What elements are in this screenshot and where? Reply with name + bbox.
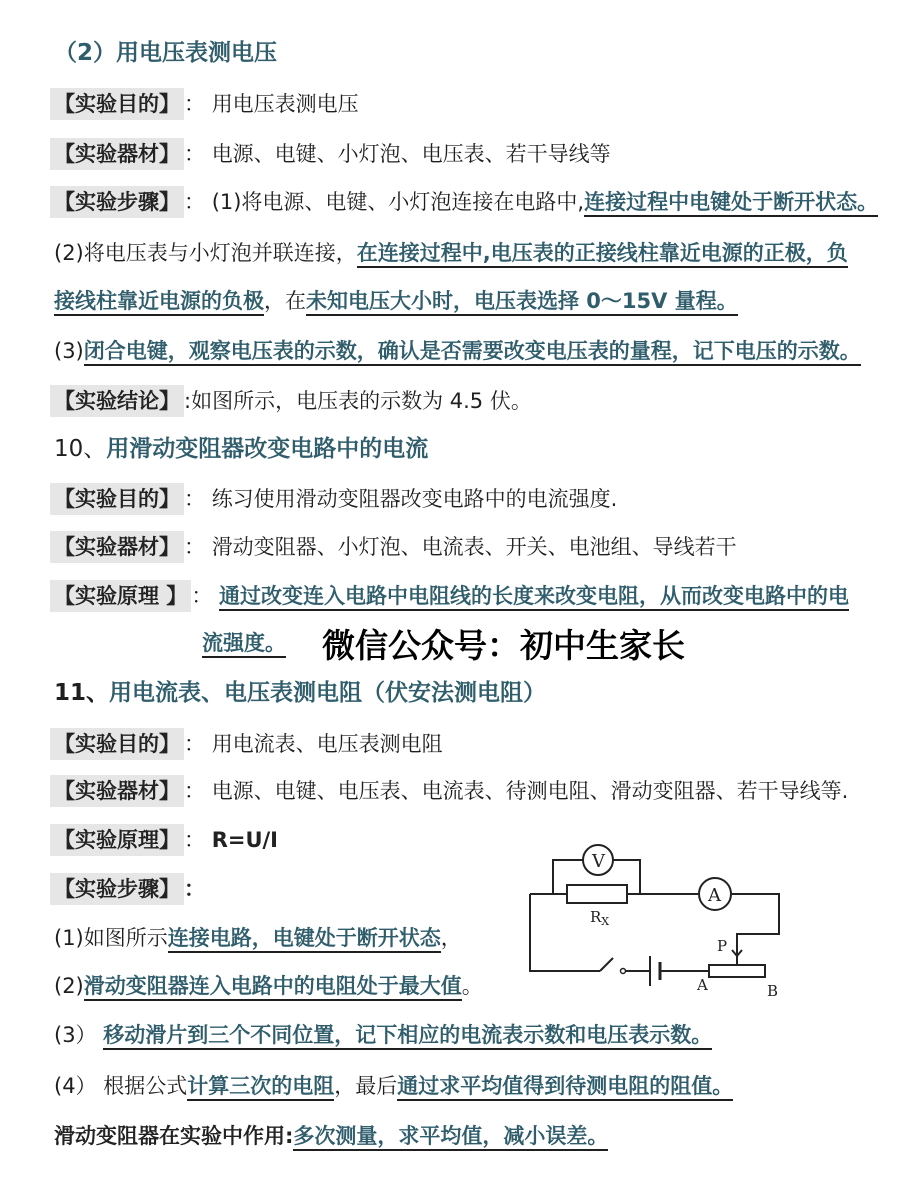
watermark-text: 微信公众号：初中生家长 xyxy=(322,626,685,665)
rheostat-body xyxy=(709,965,765,977)
materials-text: 电源、电键、电压表、电流表、待测电阻、滑动变阻器、若干导线等. xyxy=(211,779,849,803)
step-3-key: 闭合电键，观察电压表的示数，确认是否需要改变电压表的量程，记下电压的示数。 xyxy=(84,339,861,366)
principle-label: 【实验原理 】 xyxy=(50,580,191,612)
section-10-title: 10、用滑动变阻器改变电路中的电流 xyxy=(54,436,429,462)
sec11-purpose-row: 【实验目的】 ： 用电流表、电压表测电阻 xyxy=(54,728,860,760)
conclusion-text: :如图所示，电压表的示数为 4.5 伏。 xyxy=(184,389,532,413)
sec2-steps-row: 【实验步骤】 ： (1)将电源、电键、小灯泡连接在电路中,连接过程中电键处于断开状态。 xyxy=(54,186,860,218)
slider-label: P xyxy=(717,937,728,955)
resistor-label: $R_X$ xyxy=(590,908,610,928)
end-a-label: A xyxy=(697,976,708,994)
purpose-text: 练习使用滑动变阻器改变电路中的电流强度. xyxy=(211,487,618,511)
sec11-principle-row: 【实验原理】 ： R=U/I xyxy=(54,824,860,856)
end-b-label: B xyxy=(767,982,779,1000)
role-label: 滑动变阻器在实验中作用: xyxy=(54,1124,294,1148)
step-2-key: 滑动变阻器连入电路中的电阻处于最大值 xyxy=(84,974,462,1001)
steps-label: 【实验步骤】 xyxy=(50,873,184,905)
sec11-step1-row: (1)如图所示连接电路，电键处于断开状态， xyxy=(54,923,860,953)
purpose-text: 用电流表、电压表测电阻 xyxy=(211,732,443,756)
step-2-range: 未知电压大小时，电压表选择 0～15V 量程。 xyxy=(306,289,738,316)
step-1-key: 连接过程中电键处于断开状态。 xyxy=(584,190,878,217)
principle-label: 【实验原理】 xyxy=(50,824,184,856)
purpose-label: 【实验目的】 xyxy=(50,483,184,515)
materials-label: 【实验器材】 xyxy=(50,138,184,170)
wire-top-right xyxy=(732,894,779,956)
purpose-label: 【实验目的】 xyxy=(50,88,184,120)
sec2-purpose-row: 【实验目的】 ： 用电压表测电压 xyxy=(54,88,860,120)
sec10-purpose-row: 【实验目的】 ： 练习使用滑动变阻器改变电路中的电流强度. xyxy=(54,483,860,515)
step-4-key: 计算三次的电阻 xyxy=(187,1074,334,1101)
sec11-steps-row: 【实验步骤】 ： xyxy=(54,873,860,905)
step-2-key: 在连接过程中,电压表的正接线柱靠近电源的正极，负 xyxy=(357,241,848,268)
steps-label: 【实验步骤】 xyxy=(50,186,184,218)
step-3-key: 移动滑片到三个不同位置，记下相应的电流表示数和电压表示数。 xyxy=(103,1023,712,1050)
resistor-rx xyxy=(567,885,627,903)
switch-contact xyxy=(621,969,626,974)
sec11-step2-row: (2)滑动变阻器连入电路中的电阻处于最大值。 xyxy=(54,971,860,1001)
step-4-key-2: 通过求平均值得到待测电阻的阻值。 xyxy=(397,1074,733,1101)
materials-label: 【实验器材】 xyxy=(50,775,184,807)
section-2-title: （2）用电压表测电压 xyxy=(54,40,278,66)
sec2-conclusion-row xyxy=(54,385,860,417)
voltmeter-label: V xyxy=(592,851,605,872)
sec11-step4-row: (4） 根据公式计算三次的电阻，最后通过求平均值得到待测电阻的阻值。 xyxy=(54,1071,860,1101)
sec2-materials-row: 【实验器材】 ： 电源、电键、小灯泡、电压表、若干导线等 xyxy=(54,138,860,170)
ammeter-label: A xyxy=(708,885,721,906)
materials-text: 电源、电键、小灯泡、电压表、若干导线等 xyxy=(211,142,611,166)
circuit-diagram xyxy=(515,838,805,1008)
materials-label: 【实验器材】 xyxy=(50,531,184,563)
principle-key-cont: 流强度。 xyxy=(202,631,286,658)
materials-text: 滑动变阻器、小灯泡、电流表、开关、电池组、导线若干 xyxy=(211,535,737,559)
sec10-principle-row: 【实验原理 】 ： 通过改变连入电路中电阻线的长度来改变电阻，从而改变电路中的电 xyxy=(54,580,860,612)
switch-blade xyxy=(600,958,613,971)
sec10-materials-row: 【实验器材】 ： 滑动变阻器、小灯泡、电流表、开关、电池组、导线若干 xyxy=(54,531,860,563)
step-2-key-cont: 接线柱靠近电源的负极 xyxy=(54,289,264,316)
principle-key: 通过改变连入电路中电阻线的长度来改变电阻，从而改变电路中的电 xyxy=(219,584,849,611)
step-2-text: (2)将电压表与小灯泡并联连接， xyxy=(54,241,357,265)
wire-left xyxy=(530,894,600,971)
step-1-key: 连接电路，电键处于断开状态 xyxy=(168,926,441,953)
principle-formula: R=U/I xyxy=(211,828,278,852)
section-11-title: 11、用电流表、电压表测电阻（伏安法测电阻） xyxy=(54,680,547,706)
sec11-step3-row: (3） 移动滑片到三个不同位置，记下相应的电流表示数和电压表示数。 xyxy=(54,1020,860,1050)
purpose-label: 【实验目的】 xyxy=(50,728,184,760)
role-key: 多次测量，求平均值，减小误差。 xyxy=(293,1124,608,1151)
sec11-materials-row: 【实验器材】 ： 电源、电键、电压表、电流表、待测电阻、滑动变阻器、若干导线等. xyxy=(54,775,860,807)
step-1-text: (1)将电源、电键、小灯泡连接在电路中, xyxy=(211,190,585,214)
purpose-text: 用电压表测电压 xyxy=(211,92,359,116)
sec11-role-row xyxy=(54,1121,860,1151)
sec2-step2-cont-row: 接线柱靠近电源的负极，在未知电压大小时，电压表选择 0～15V 量程。 xyxy=(54,286,860,316)
sec2-step2-row xyxy=(54,238,860,268)
conclusion-label: 【实验结论】 xyxy=(50,385,184,417)
sec2-step3-row: (3)闭合电键，观察电压表的示数，确认是否需要改变电压表的量程，记下电压的示数。 xyxy=(54,336,860,366)
